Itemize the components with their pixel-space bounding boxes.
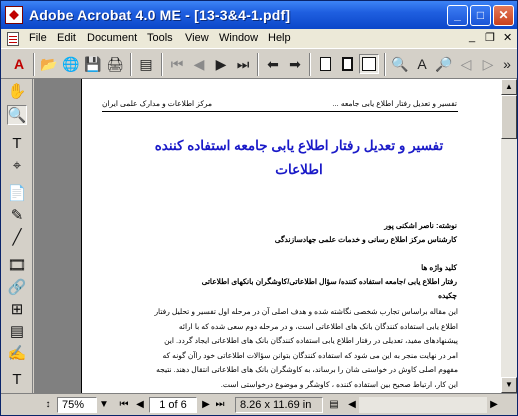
scroll-thumb[interactable] — [501, 95, 517, 139]
author: نوشته: ناصر اشکنی پور — [384, 221, 457, 230]
document-title-line2: اطلاعات — [275, 162, 323, 177]
keywords: رفتار اطلاع یابی /جامعه استفاده کننده/ سؤال اطلاعاتی/کاوشگران بانکهای اطلاعاتی — [201, 277, 457, 286]
zoom-arrows-icon[interactable]: ↕ — [45, 399, 51, 410]
maximize-button[interactable]: □ — [470, 5, 491, 26]
toolbar-more-icon[interactable]: » — [503, 56, 511, 72]
open-web-page-icon[interactable]: 🌐 — [62, 55, 80, 72]
vertical-scrollbar[interactable] — [501, 79, 517, 393]
open-folder-icon[interactable]: 📂 — [40, 55, 58, 72]
doc-close-button[interactable]: ✕ — [503, 32, 513, 44]
form-tool-icon[interactable]: ▤ — [9, 323, 25, 340]
zoom-dropdown-icon[interactable]: ▼ — [99, 399, 109, 410]
previous-page-icon[interactable]: ◀ — [193, 55, 205, 72]
abstract-line: امر در نهایت منجر به این می شود که استفاده کنندگان بتوانن سؤالات اطلاعاتی خود راآن گونه که — [162, 350, 458, 360]
go-forward-icon[interactable]: ➡ — [289, 55, 301, 72]
hand-tool-icon[interactable]: ✋ — [7, 83, 27, 100]
status-bar — [1, 393, 517, 415]
status-previous-page-icon[interactable]: ◀ — [136, 399, 144, 410]
left-toolbar — [1, 79, 33, 393]
menu-window[interactable]: Window — [219, 32, 259, 44]
doc-minimize-button[interactable]: _ — [469, 31, 476, 43]
pencil-tool-icon[interactable]: ✎ — [10, 207, 24, 224]
hscroll-left-arrow-icon[interactable]: ◀ — [348, 399, 356, 410]
menu-view[interactable]: View — [185, 32, 209, 44]
horizontal-scroll-track[interactable] — [359, 397, 487, 413]
abstract-heading: چکیده — [438, 291, 457, 300]
scroll-down-arrow-icon[interactable]: ▼ — [501, 377, 517, 393]
menu-file[interactable]: File — [29, 32, 47, 44]
article-tool-icon[interactable]: ⊞ — [10, 301, 24, 318]
menu-document[interactable]: Document — [87, 32, 138, 44]
menu-edit[interactable]: Edit — [57, 32, 76, 44]
fit-in-window-icon[interactable] — [337, 54, 357, 74]
page-size-display: 8.26 x 11.69 in — [235, 397, 323, 413]
status-first-page-icon[interactable]: ⏮ — [119, 399, 129, 410]
find-binoculars-icon[interactable]: 🔍 — [391, 55, 409, 72]
abstract-line: این مقاله براساس تجارب شخصی نگاشته شده و هدف اصلی آن در مرحله اول تفسیر و تحلیل رفتار — [154, 307, 458, 316]
document-title-line1: تفسیر و تعدیل رفتار اطلاع یابی جامعه استفاده کننده — [154, 138, 444, 153]
scroll-up-arrow-icon[interactable]: ▲ — [501, 79, 517, 95]
doc-restore-button[interactable]: ❐ — [485, 32, 495, 44]
running-header-right: تفسیر و تعدیل رفتار اطلاع یابی جامعه ... — [332, 99, 457, 108]
go-back-icon[interactable]: ⬅ — [267, 55, 279, 72]
running-header-left: مرکز اطلاعات و مدارک علمی ایران — [102, 99, 213, 108]
note-tool-icon[interactable]: 📄 — [7, 185, 27, 202]
save-icon[interactable]: 💾 — [84, 55, 102, 72]
affiliation: کارشناس مرکز اطلاع رسانی و خدمات علمی جهادسازندگی — [274, 235, 457, 244]
text-select-tool-icon[interactable]: T — [12, 134, 22, 152]
next-highlight-icon[interactable]: ▷ — [482, 55, 494, 72]
pdf-page — [81, 79, 501, 393]
acrobat-app-icon[interactable] — [5, 6, 23, 24]
print-icon[interactable]: 🖨 — [106, 55, 124, 72]
search-icon[interactable]: A — [417, 56, 427, 72]
header-rule — [102, 111, 458, 112]
menu-tools[interactable]: Tools — [147, 32, 173, 44]
menu-help[interactable]: Help — [268, 32, 291, 44]
link-tool-icon[interactable]: 🔗 — [7, 279, 27, 296]
document-menu-icon[interactable] — [7, 32, 19, 46]
title-bar[interactable] — [1, 1, 517, 29]
touchup-tool-icon[interactable]: ✍ — [7, 345, 27, 362]
last-page-icon[interactable]: ⏭ — [236, 55, 250, 72]
abstract-line: مفهوم اصلی کاوش در خواستی شان را برساند، به کاوشگران بانک های اطلاعاتی انتقال دهند. نتیجه — [156, 365, 458, 374]
document-title — [132, 134, 466, 182]
document-pane[interactable] — [34, 79, 501, 393]
movie-tool-icon[interactable]: 🎞 — [7, 257, 27, 274]
abstract-line: پیشنهادهای مفید، تعدیلی در رفتار اطلاع یابی استفاده کنندگان بانک های اطلاعاتی ایجاد گردد. این — [164, 336, 458, 345]
zoom-tool-icon[interactable]: 🔍 — [7, 107, 27, 124]
abstract-paragraph — [102, 305, 458, 392]
touchup-text-tool-icon[interactable]: T — [12, 370, 22, 388]
main-toolbar — [1, 48, 517, 79]
line-tool-icon[interactable]: ╱ — [12, 229, 22, 246]
crop-tool-icon[interactable]: ⌖ — [12, 156, 22, 174]
status-next-page-icon[interactable]: ▶ — [202, 399, 210, 410]
minimize-button[interactable]: _ — [447, 5, 468, 26]
actual-size-icon[interactable] — [315, 54, 335, 74]
status-last-page-icon[interactable]: ⏭ — [215, 399, 225, 410]
page-layout-icon[interactable]: ▤ — [329, 399, 339, 410]
acrobat-logo-icon[interactable]: A — [13, 56, 25, 72]
zoom-field[interactable]: 75% — [57, 397, 97, 413]
show-hide-navigation-icon[interactable]: ▤ — [139, 55, 153, 72]
keywords-heading: کلید واژه ها — [421, 263, 457, 272]
next-page-icon[interactable]: ▶ — [215, 55, 227, 72]
close-button[interactable]: ✕ — [493, 5, 514, 26]
abstract-line: این کار، ارتباط صحیح بین استفاده کننده ، کاوشگر و موضوع درخواستی است. — [220, 379, 458, 389]
window-title: Adobe Acrobat 4.0 ME - [13-3&4-1.pdf] — [29, 7, 291, 23]
fit-width-icon[interactable] — [359, 54, 379, 74]
first-page-icon[interactable]: ⏮ — [170, 55, 184, 72]
search-results-icon[interactable]: 🔎 — [435, 55, 453, 72]
abstract-line: اطلاع یابی استفاده کنندگان بانک های اطلاعاتی است، و در مرحله دوم سعی شده که با ارائه — [178, 321, 458, 331]
page-number-field[interactable]: 1 of 6 — [149, 397, 197, 413]
menu-bar — [1, 29, 517, 48]
previous-highlight-icon[interactable]: ◁ — [460, 55, 472, 72]
hscroll-right-arrow-icon[interactable]: ▶ — [490, 399, 498, 410]
